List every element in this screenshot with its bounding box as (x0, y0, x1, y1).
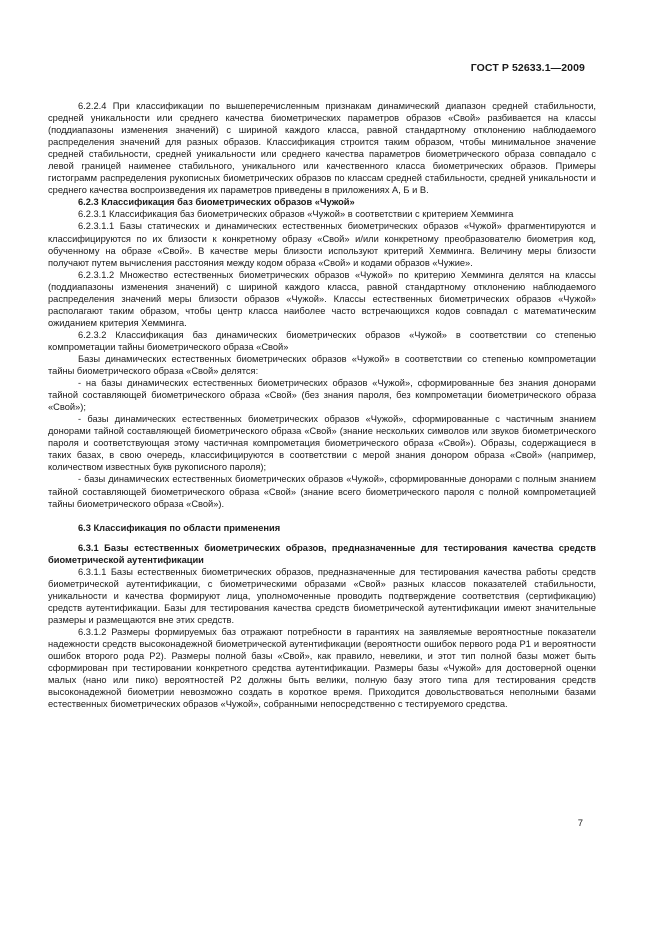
document-body (48, 100, 596, 710)
paragraph-compromise-intro: Базы динамических естественных биометрических образов «Чужой» в соответствии со степенью компрометации тайны биометрического образа «Свой» делятся: (48, 353, 596, 377)
paragraph-6-3-1-1: 6.3.1.1 Базы естественных биометрических образов, предназначенные для тестирования качества работы средств биометрической аутентификации, с биометрическими образами «Свой» разных классов показателей стабильности, уникальности и качества формируют лица, уполномоченные проводить подтверждение соответствия (сертификацию) средств аутентификации. Базы для тестирования качества средств биометрической аутентификации имеют значительные размеры и размещаются вне этих средств. (48, 566, 596, 625)
list-item-no-knowledge: - на базы динамических естественных биометрических образов «Чужой», сформированные без знания донорами тайной составляющей биометрического образа «Свой» (без знания пароля, без компрометации биометрического образа «Свой»); (48, 378, 596, 413)
section-heading-6-3: 6.3 Классификация по области применения (78, 522, 281, 533)
paragraph-6-2-2-4: 6.2.2.4 При классификации по вышеперечисленным признакам динамический диапазон средней стабильности, средней уникальности или среднего качества биометрических параметров образов «Свой» разбивается на классы (поддиапазоны изменения значений) с шириной каждого класса, равной стандартному отклонению наблюдаемого распределения значений для разных образов. Классификация строится таким образом, чтобы минимальное значение средней стабильности, средней уникальности или среднего качества параметров биометрического образа совпадало с левой границей наименее стабильного, уникального или качественного класса биометрических образов. Примеры гистограмм распределения рукописных биометрических образов по классам средней стабильности, средней уникальности и среднего качества воспроизведения их параметров приведены в приложениях А, Б и В. (48, 101, 596, 196)
paragraph-6-2-3-1-1: 6.2.3.1.1 Базы статических и динамических естественных биометрических образов «Чужой» фрагментируются и классифицируются по их близости к конкретному образу «Свой» и/или конкретному преобразователю биометрия код, обученному на образе «Свой». В качестве меры близости используют критерий Хемминга. Величину меры близости получают путем вычисления расстояния между кодом образа «Свой» и кодами образов «Чужие». (48, 221, 596, 268)
document-id-header: ГОСТ Р 52633.1—2009 (470, 62, 585, 74)
list-item-partial-knowledge: - базы динамических естественных биометрических образов «Чужой», сформированные с частичным знанием донорами тайной составляющей биометрического образа «Свой» (знание нескольких символов или звуков биометрического пароля и соответствующая этому частичная компрометация биометрического образа «Свой»). Образы, содержащиеся в таких базах, в свою очередь, классифицируются в соответствии с мерой знания донором образа «Свой» (например, количеством известных букв рукописного пароля); (48, 414, 596, 473)
list-item-full-knowledge: - базы динамических естественных биометрических образов «Чужой», сформированные донорами с полным знанием тайной составляющей биометрического образа «Свой» (знание всего биометрического пароля с полной компрометацией тайны биометрического образа «Свой»). (48, 474, 596, 509)
paragraph-6-3-1-2: 6.3.1.2 Размеры формируемых баз отражают потребности в гарантиях на заявляемые вероятностные показатели надежности средств высоконадежной биометрической аутентификации (вероятности ошибок первого рода P1 и вероятности ошибок второго рода P2). Размеры полной базы «Свой», как правило, невелики, и этот тип полной базы может быть сформирован при тестировании конкретного средства аутентификации. Размеры базы «Чужой» для достоверной оценки малых (нано или пико) вероятностей P2 должны быть велики, полную базу этого типа для тестирования средств высоконадежной биометрии невозможно создать в короткое время. Приходится довольствоваться неполными базами естественных биометрических образов «Чужой», собранными непосредственно с тестируемого средства. (48, 626, 596, 710)
section-heading-6-2-3: 6.2.3 Классификация баз биометрических образов «Чужой» (78, 197, 355, 208)
paragraph-6-2-3-1: 6.2.3.1 Классификация баз биометрических образов «Чужой» в соответствии с критерием Хемминга (78, 209, 514, 220)
paragraph-6-2-3-1-2: 6.2.3.1.2 Множество естественных биометрических образов «Чужой» по критерию Хемминга делятся на классы (поддиапазоны изменения значений) с шириной каждого класса, равной стандартному отклонению наблюдаемого распределения значений меры близости образов «Чужой». Классы естественных биометрических образов «Чужой» располагают таким образом, чтобы центр класса наиболее часто встречающихся кодов совпадал с математическим ожиданием критерия Хемминга. (48, 269, 596, 328)
paragraph-6-2-3-2: 6.2.3.2 Классификация баз динамических биометрических образов «Чужой» в соответствии со степенью компрометации тайны биометрического образа «Свой» (48, 329, 596, 352)
page-number: 7 (577, 818, 583, 829)
section-heading-6-3-1: 6.3.1 Базы естественных биометрических образов, предназначенные для тестирования качества средств биометрической аутентификации (48, 542, 596, 565)
